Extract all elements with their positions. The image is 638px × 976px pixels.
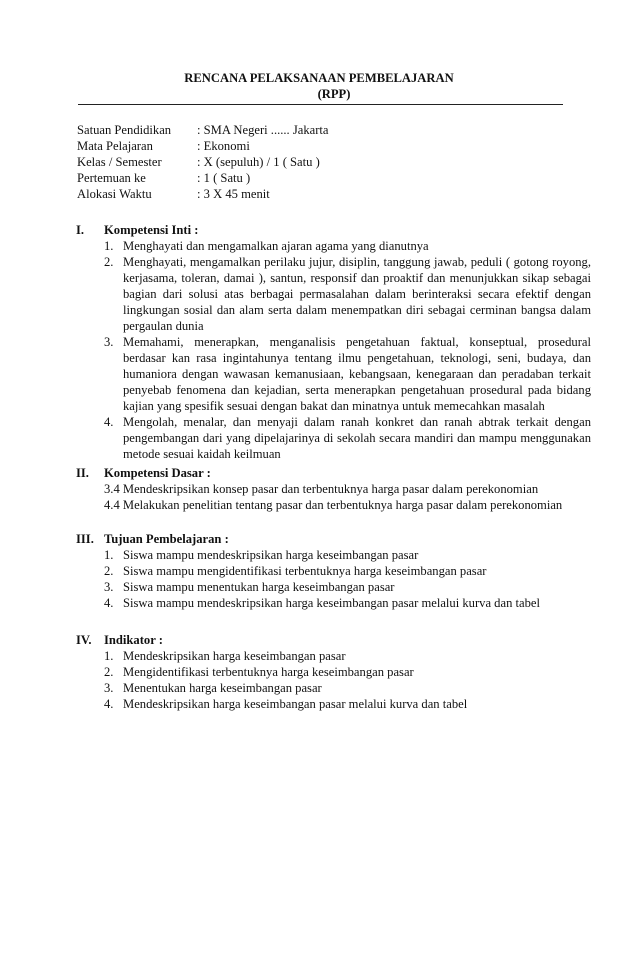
info-label: Mata Pelajaran: [77, 139, 153, 153]
title-divider: [78, 104, 563, 105]
list-item-text: Memahami, menerapkan, menganalisis pengetahuan faktual, konseptual, prosedural berdasar kan rasa ingintahunya tentang ilmu pengetahuan, teknologi, seni, budaya, dan humaniora dengan wawasan kemanusiaan, kebangsaan, kenegaraan dan peradaban terkait penyebab fenomena dan kejadian, serta menerapkan pengetahuan prosedural pada bidang kajian yang spesifik sesuai dengan bakat dan minatnya untuk memecahkan masalah: [123, 335, 591, 413]
list-item-text: Menghayati dan mengamalkan ajaran agama yang dianutnya: [123, 239, 429, 253]
list-item-number: 1.: [104, 649, 114, 663]
section-heading: [76, 465, 591, 481]
section-heading: [76, 222, 591, 238]
list-item-number: 2.: [104, 665, 114, 679]
list-item-number: 2.: [104, 564, 114, 578]
section-tujuan-pembelajaran: [76, 531, 591, 611]
info-row: [77, 122, 329, 138]
list-item-text: Siswa mampu mengidentifikasi terbentuknya harga keseimbangan pasar: [123, 564, 487, 578]
list-item: [104, 334, 591, 414]
document-title: RENCANA PELAKSANAAN PEMBELAJARAN: [184, 71, 454, 85]
list-item: [104, 648, 591, 664]
info-value: : 1 ( Satu ): [197, 171, 251, 185]
section-heading: [76, 632, 591, 648]
info-value: : Ekonomi: [197, 139, 250, 153]
info-label: Pertemuan ke: [77, 171, 146, 185]
section-title: Tujuan Pembelajaran :: [104, 532, 229, 546]
list-item-number: 3.: [104, 681, 114, 695]
list-item-text: 4.4 Melakukan penelitian tentang pasar dan terbentuknya harga pasar dalam perekonomian: [104, 498, 563, 512]
list-item: [104, 414, 591, 462]
info-row: [77, 154, 329, 170]
list-item: [104, 664, 591, 680]
list-item: [104, 254, 591, 334]
info-label: Kelas / Semester: [77, 155, 162, 169]
info-row: [77, 186, 329, 202]
section-number: II.: [76, 466, 89, 480]
document-subtitle: (RPP): [317, 87, 351, 101]
section-number: III.: [76, 532, 94, 546]
info-row: [77, 170, 329, 186]
numbered-list: [104, 238, 591, 462]
list-item: [104, 680, 591, 696]
list-item-number: 3.: [104, 335, 114, 349]
list-item: [104, 563, 591, 579]
list-item-number: 4.: [104, 596, 114, 610]
section-number: I.: [76, 223, 85, 237]
info-value: : X (sepuluh) / 1 ( Satu ): [197, 155, 320, 169]
list-item-text: 3.4 Mendeskripsikan konsep pasar dan terbentuknya harga pasar dalam perekonomian: [104, 482, 539, 496]
info-label: Alokasi Waktu: [77, 187, 152, 201]
info-row: [77, 138, 329, 154]
numbered-list: [104, 648, 591, 712]
list-item-text: Mendeskripsikan harga keseimbangan pasar: [123, 649, 346, 663]
list-item-number: 4.: [104, 415, 114, 429]
section-kompetensi-dasar: [76, 465, 591, 513]
list-item-text: Mendeskripsikan harga keseimbangan pasar melalui kurva dan tabel: [123, 697, 468, 711]
section-title: Kompetensi Inti :: [104, 223, 199, 237]
list-item-text: Mengidentifikasi terbentuknya harga keseimbangan pasar: [123, 665, 414, 679]
info-value: : 3 X 45 menit: [197, 187, 270, 201]
list-item-text: Menghayati, mengamalkan perilaku jujur, disiplin, tanggung jawab, peduli ( gotong royong, kerjasama, toleran, damai ), santun, responsif dan proaktif dan menunjukkan sikap sebagai bagian dari solusi atas berbagai permasalahan dalam berinteraksi secara efektif dengan lingkungan sosial dan alam serta dalam menempatkan diri sebagai cerminan bangsa dalam pergaulan dunia: [123, 255, 591, 333]
list-item-number: 2.: [104, 255, 114, 269]
list-item-text: Mengolah, menalar, dan menyaji dalam ranah konkret dan ranah abtrak terkait dengan pengembangan dari yang dipelajarinya di sekolah secara mandiri dan mampu menggunakan metode sesuai kaidah keilmuan: [123, 415, 591, 461]
list-item-text: Siswa mampu mendeskripsikan harga keseimbangan pasar melalui kurva dan tabel: [123, 596, 540, 610]
list-item-number: 1.: [104, 548, 114, 562]
list-item-text: Siswa mampu mendeskripsikan harga keseimbangan pasar: [123, 548, 419, 562]
info-table: [77, 122, 329, 202]
info-value: : SMA Negeri ...... Jakarta: [197, 123, 329, 137]
list-item-text: Siswa mampu menentukan harga keseimbangan pasar: [123, 580, 395, 594]
list-item: [104, 238, 591, 254]
numbered-list: [104, 547, 591, 611]
list-item-number: 4.: [104, 697, 114, 711]
list-item-number: 3.: [104, 580, 114, 594]
section-number: IV.: [76, 633, 92, 647]
info-label: Satuan Pendidikan: [77, 123, 172, 137]
list-item-number: 1.: [104, 239, 114, 253]
list-item: [104, 547, 591, 563]
section-title: Kompetensi Dasar :: [104, 466, 211, 480]
list-item: [104, 696, 591, 712]
list-item: [104, 595, 591, 611]
section-indikator: [76, 632, 591, 712]
section-title: Indikator :: [104, 633, 163, 647]
list-item-text: Menentukan harga keseimbangan pasar: [123, 681, 322, 695]
section-heading: [76, 531, 591, 547]
list-item: [104, 579, 591, 595]
section-kompetensi-inti: [76, 222, 591, 462]
